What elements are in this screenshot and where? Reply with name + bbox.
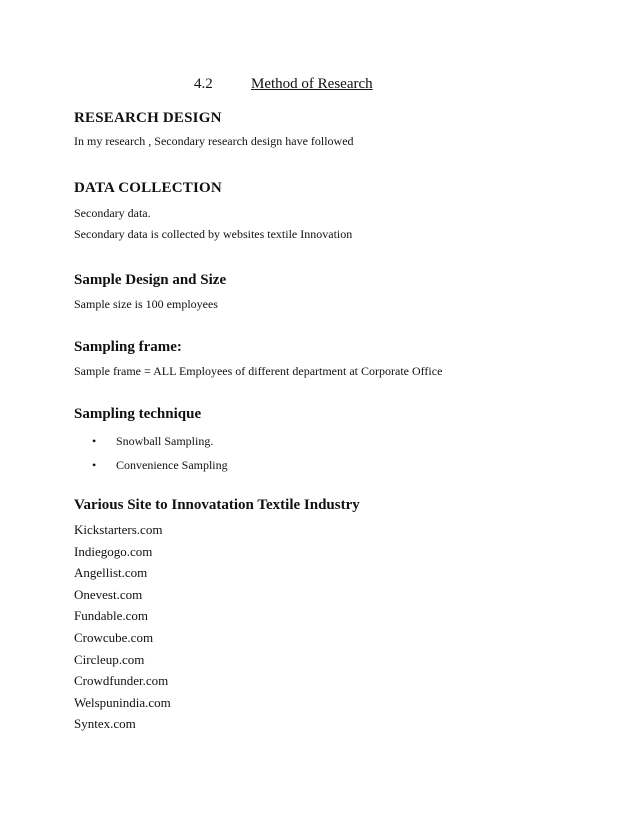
list-item-label: Snowball Sampling. <box>116 434 214 448</box>
list-item: Circleup.com <box>74 651 145 667</box>
data-collection-line-1: Secondary data. <box>74 206 151 220</box>
list-item: Crowdfunder.com <box>74 673 169 689</box>
sampling-technique-section <box>74 406 614 477</box>
list-item: Angellist.com <box>74 565 148 581</box>
list-item: Welspunindia.com <box>74 694 171 710</box>
sites-heading: Various Site to Innovatation Textile Industry <box>74 497 360 513</box>
list-item: Syntex.com <box>74 716 136 732</box>
sampling-frame-text: Sample frame = ALL Employees of different department at Corporate Office <box>74 364 443 378</box>
bullet-icon: • <box>92 458 97 472</box>
bullet-icon: • <box>92 434 97 448</box>
sampling-technique-heading: Sampling technique <box>74 406 202 422</box>
sample-design-section <box>74 272 614 312</box>
section-number: 4.2 <box>194 76 213 92</box>
list-item <box>74 429 614 453</box>
sampling-frame-heading: Sampling frame: <box>74 339 182 355</box>
sample-design-heading: Sample Design and Size <box>74 272 227 288</box>
sites-list <box>74 519 614 735</box>
data-collection-heading: DATA COLLECTION <box>74 180 222 196</box>
list-item: Indiegogo.com <box>74 543 153 559</box>
sampling-technique-list <box>74 429 614 477</box>
list-item: Crowcube.com <box>74 629 154 645</box>
sampling-frame-section <box>74 339 614 379</box>
list-item-label: Convenience Sampling <box>116 458 228 472</box>
research-design-section <box>74 110 614 149</box>
list-item: Fundable.com <box>74 608 149 624</box>
sample-design-text: Sample size is 100 employees <box>74 297 218 311</box>
research-design-text: In my research , Secondary research design have followed <box>74 134 354 148</box>
section-title: Method of Research <box>251 76 373 92</box>
list-item <box>74 453 614 477</box>
sites-section <box>74 497 614 735</box>
data-collection-line-2: Secondary data is collected by websites textile Innovation <box>74 227 353 241</box>
research-design-heading: RESEARCH DESIGN <box>74 110 222 126</box>
list-item: Onevest.com <box>74 586 143 602</box>
data-collection-section <box>74 180 614 242</box>
list-item: Kickstarters.com <box>74 522 163 537</box>
